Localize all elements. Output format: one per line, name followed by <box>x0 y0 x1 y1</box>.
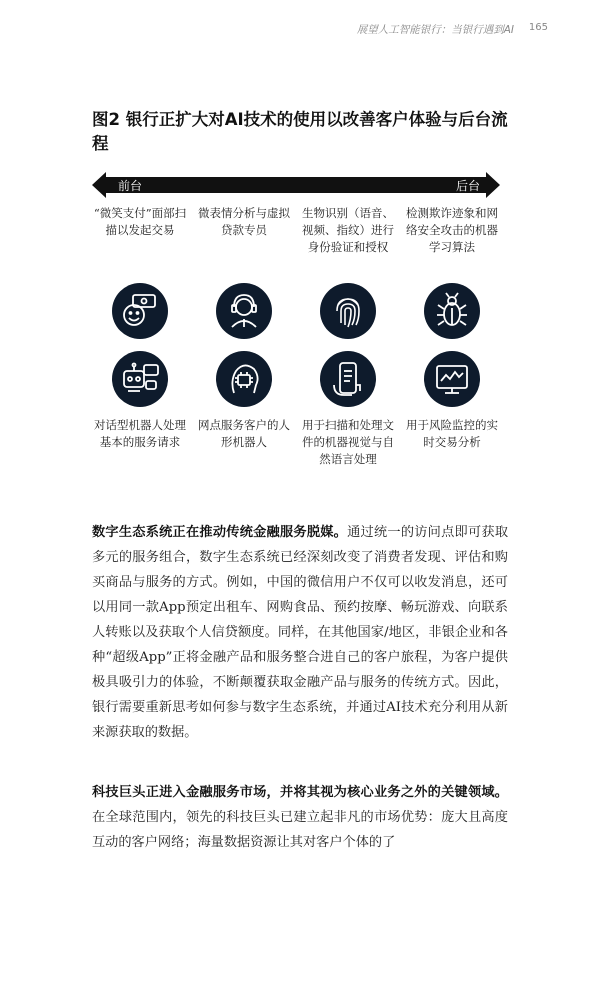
use-case-text: 检测欺诈迹象和网络安全攻击的机器学习算法 <box>406 206 498 254</box>
use-case-text: 用于风险监控的实时交易分析 <box>406 418 498 449</box>
figure-title: 图2 银行正扩大对AI技术的使用以改善客户体验与后台流程 <box>92 110 508 153</box>
chatbot-icon <box>112 351 168 407</box>
front-back-arrow <box>92 172 500 198</box>
paragraph-text: 在全球范围内，领先的科技巨头已建立起非凡的市场优势：庞大且高度互动的客户网络；海量数据资源让其对客户个体的了 <box>92 810 508 850</box>
running-header: 展望人工智能银行：当银行遇到AI <box>356 24 514 36</box>
humanoid-robot-head-icon <box>216 351 272 407</box>
smiling-face-payment-icon <box>112 283 168 339</box>
axis-label-back: 后台 <box>456 179 481 193</box>
paragraph-lead: 数字生态系统正在推动传统金融服务脱媒。 <box>92 525 348 540</box>
use-case-text: “微笑支付”面部扫描以发起交易 <box>93 206 187 237</box>
body-paragraph-2 <box>92 780 508 855</box>
virtual-agent-headset-icon <box>216 283 272 339</box>
monitor-chart-icon <box>424 351 480 407</box>
axis-label-front: 前台 <box>118 179 143 193</box>
use-case-text: 微表情分析与虚拟贷款专员 <box>198 206 290 237</box>
fingerprint-icon <box>320 283 376 339</box>
phone-document-scan-icon <box>320 351 376 407</box>
use-case-text: 生物识别（语音、视频、指纹）进行身份验证和授权 <box>302 206 394 254</box>
body-paragraph-1 <box>92 520 508 745</box>
page-number: 165 <box>528 22 548 33</box>
use-case-text: 用于扫描和处理文件的机器视觉与自然语言处理 <box>302 418 394 466</box>
paragraph-lead: 科技巨头正进入金融服务市场，并将其视为核心业务之外的关键领域。 <box>92 785 508 800</box>
use-case-text: 网点服务客户的人形机器人 <box>198 418 290 449</box>
use-case-text: 对话型机器人处理基本的服务请求 <box>94 418 186 449</box>
bug-alert-icon <box>424 283 480 339</box>
paragraph-text: 通过统一的访问点即可获取多元的服务组合，数字生态系统已经深刻改变了消费者发现、评估和购买商品与服务的方式。例如，中国的微信用户不仅可以收发消息，还可以用同一款App预定出租车、网购食品、预约按摩、畅玩游戏、向联系人转账以及获取个人信贷额度。同样，在其他国家/地区，非银企业和各种“超级App”正将金融产品和服务整合进自己的客户旅程，为客户提供极具吸引力的体验，不断颠覆获取金融产品与服务的传统方式。因此，银行需要重新思考如何参与数字生态系统，并通过AI技术充分利用从新来源获取的数据。 <box>92 525 509 740</box>
